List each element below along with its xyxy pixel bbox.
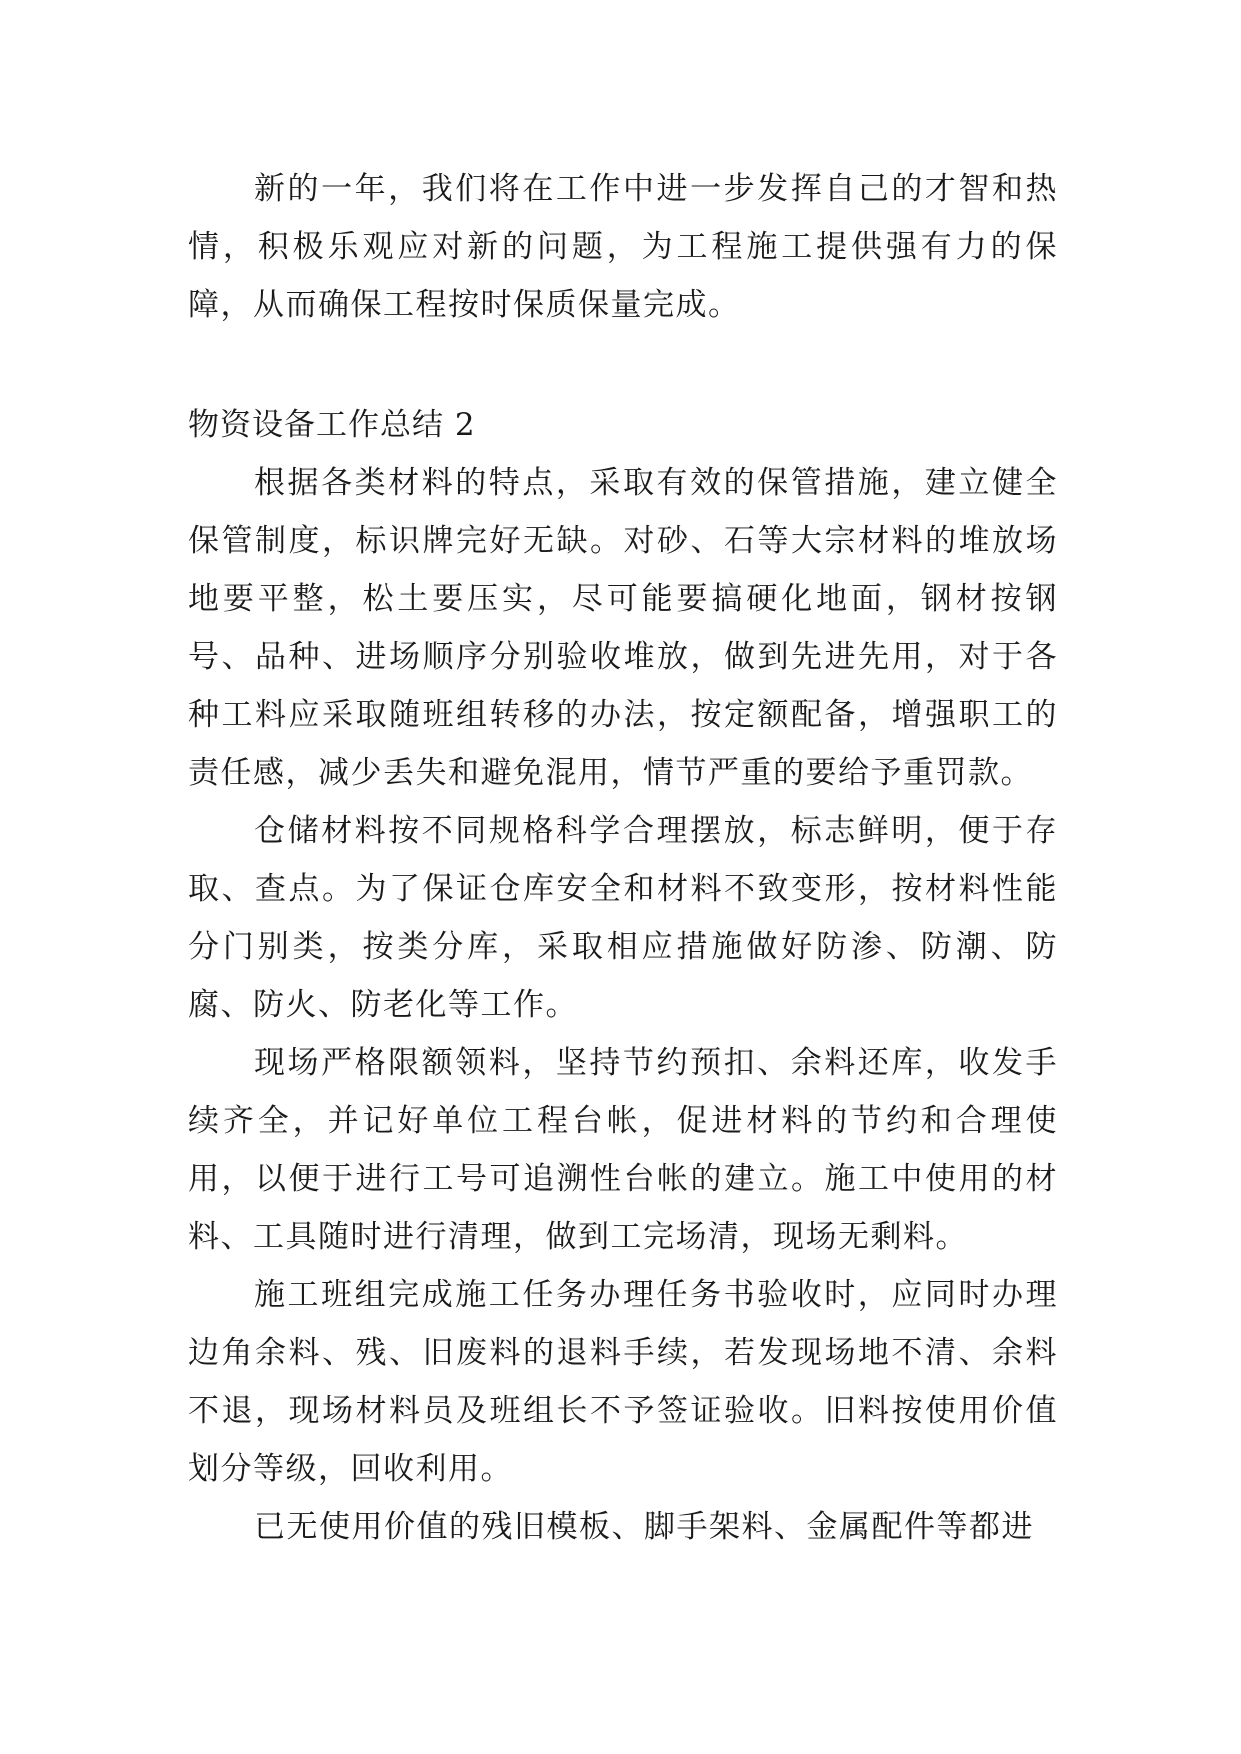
body-paragraph-1: 根据各类材料的特点，采取有效的保管措施，建立健全保管制度，标识牌完好无缺。对砂、石等大宗材料的堆放场地要平整，松土要压实，尽可能要搞硬化地面，钢材按钢号、品种、进场顺序分别验收堆放，做到先进先用，对于各种工料应采取随班组转移的办法，按定额配备，增强职工的责任感，减少丢失和避免混用，情节严重的要给予重罚款。: [188, 465, 1058, 791]
document-body: [188, 160, 1058, 1556]
body-paragraph-2: 仓储材料按不同规格科学合理摆放，标志鲜明，便于存取、查点。为了保证仓库安全和材料不致变形，按材料性能分门别类，按类分库，采取相应措施做好防渗、防潮、防腐、防火、防老化等工作。: [188, 813, 1058, 1023]
body-paragraph-4: 施工班组完成施工任务办理任务书验收时，应同时办理边角余料、残、旧废料的退料手续，若发现场地不清、余料不退，现场材料员及班组长不予签证验收。旧料按使用价值划分等级，回收利用。: [188, 1277, 1058, 1487]
body-paragraph-5: 已无使用价值的残旧模板、脚手架料、金属配件等都进: [254, 1509, 1034, 1545]
intro-paragraph: 新的一年，我们将在工作中进一步发挥自己的才智和热情，积极乐观应对新的问题，为工程施工提供强有力的保障，从而确保工程按时保质保量完成。: [188, 171, 1058, 323]
section-title: 物资设备工作总结 2: [188, 407, 476, 443]
body-paragraph-3: 现场严格限额领料，坚持节约预扣、余料还库，收发手续齐全，并记好单位工程台帐，促进材料的节约和合理使用，以便于进行工号可追溯性台帐的建立。施工中使用的材料、工具随时进行清理，做到工完场清，现场无剩料。: [188, 1045, 1058, 1255]
